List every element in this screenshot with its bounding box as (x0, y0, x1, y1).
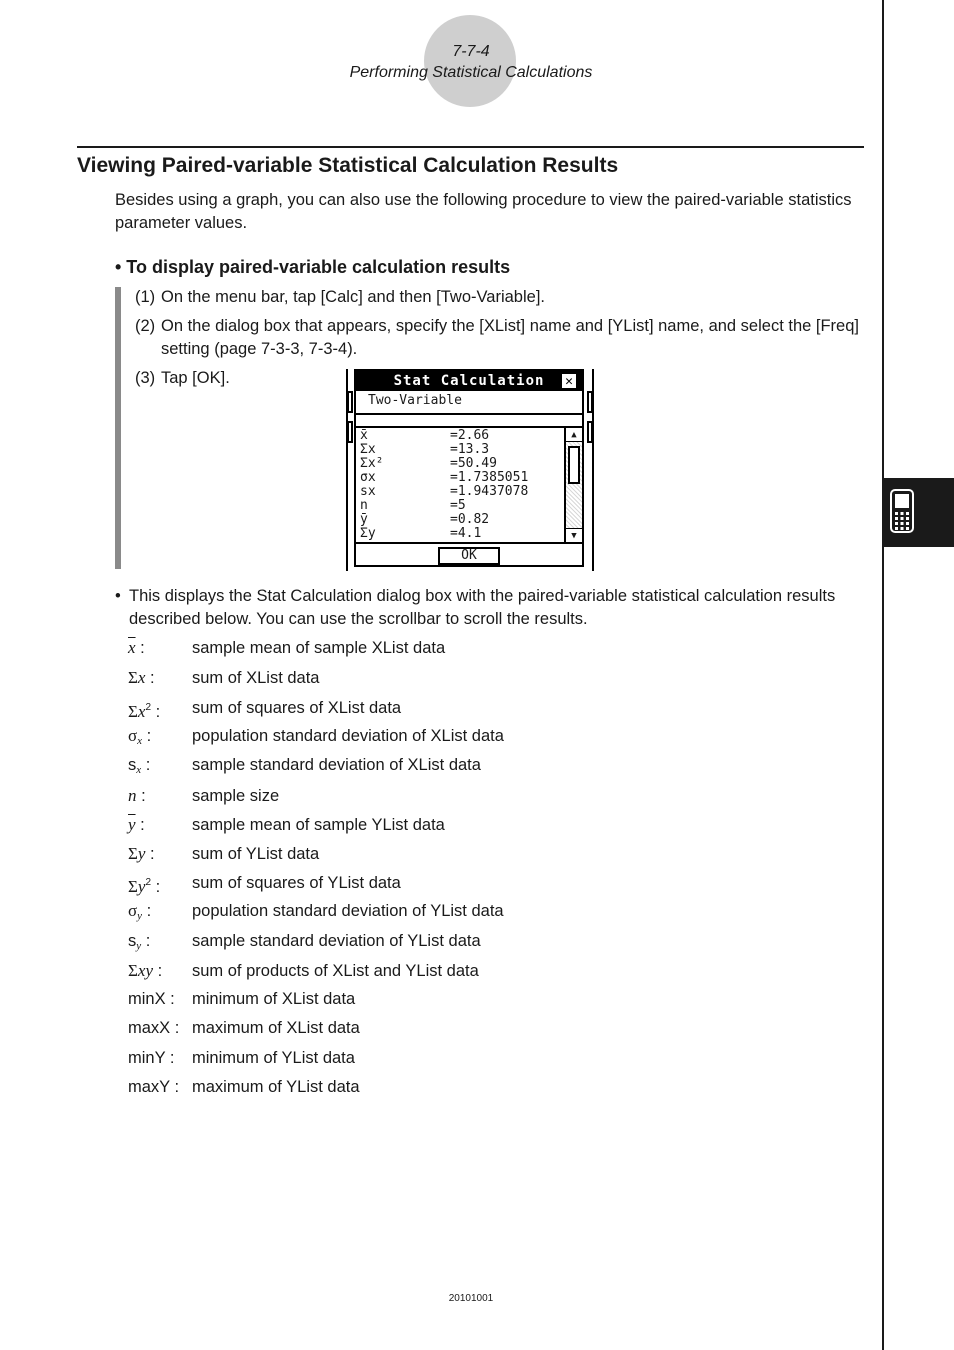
ok-button[interactable]: OK (438, 547, 500, 565)
calculator-icon (890, 489, 914, 533)
step-text: On the dialog box that appears, specify the [XList] name and [YList] name, and select the [Freq] setting (page 7-3-3, 7-3-4). (161, 317, 859, 358)
definition-symbol: minX : (128, 990, 175, 1008)
definition-text: sample mean of sample YList data (192, 816, 445, 834)
step-2 (135, 315, 865, 361)
definition-text: sum of XList data (192, 669, 320, 687)
definition-symbol: $\sigma_x$ : (128, 726, 152, 747)
definition-symbol: maxX : (128, 1019, 180, 1037)
definition-symbol: n : (128, 786, 146, 805)
dialog-title: Stat Calculation (356, 371, 582, 391)
footer-code: 20101001 (448, 1293, 494, 1304)
definition-symbol: $\overline{y}$ : (128, 815, 145, 834)
page-edge-rule (882, 0, 884, 1350)
definition-text: sample size (192, 787, 280, 805)
definition-text: sum of squares of XList data (192, 699, 402, 717)
definition-symbol: Σxy : (128, 961, 163, 980)
definition-symbol: Σx : (128, 668, 155, 687)
background-field-right (587, 391, 593, 413)
section-rule (77, 146, 864, 148)
step-text: Tap [OK]. (161, 369, 230, 387)
definition-text: maximum of YList data (192, 1078, 360, 1096)
results-list[interactable]: x̄ =2.66 Σx =13.3 Σx² =50.49 σx =1.7385051 sx =1.9437078 n =5 ȳ =0.82 Σy =4.1 ▲ ▼ (356, 426, 582, 544)
definition-text: sample standard deviation of XList data (192, 756, 481, 774)
intro-paragraph: Besides using a graph, you can also use the following procedure to view the paired-variable statistics parameter values. (115, 191, 852, 232)
scrollbar[interactable] (564, 428, 582, 542)
header-circle (424, 15, 516, 107)
chapter-title: Performing Statistical Calculations (349, 64, 593, 81)
dialog-subtitle: Two-Variable (368, 393, 462, 408)
page-number: 7-7-4 (452, 43, 490, 60)
step-3 (135, 367, 335, 390)
scroll-up-icon[interactable]: ▲ (566, 428, 582, 442)
definition-text: sum of squares of YList data (192, 874, 401, 892)
scrollbar-thumb[interactable] (568, 446, 580, 484)
step-text: On the menu bar, tap [Calc] and then [Two-Variable]. (161, 288, 545, 306)
step-number: (1) (135, 288, 156, 306)
procedure-title: • To display paired-variable calculation results (115, 257, 511, 277)
definition-text: sample mean of sample XList data (192, 639, 446, 657)
definition-symbol: $\sigma_y$ : (128, 901, 152, 922)
dialog-separator (356, 413, 582, 415)
procedure-bar (115, 287, 121, 569)
definition-symbol: minY : (128, 1049, 175, 1067)
step-number: (3) (135, 369, 156, 387)
background-field-left (347, 391, 353, 413)
step-number: (2) (135, 317, 156, 335)
definition-text: population standard deviation of XList data (192, 727, 504, 745)
calculator-screenshot (346, 369, 594, 571)
close-icon[interactable]: ✕ (562, 374, 576, 388)
definition-text: minimum of YList data (192, 1049, 355, 1067)
definition-symbol: $\Sigma y^2$ : (128, 877, 161, 896)
section-title: Viewing Paired-variable Statistical Calculation Results (77, 154, 619, 177)
definition-symbol: $\overline{x}$ : (128, 638, 145, 657)
definition-symbol: Σy : (128, 844, 155, 863)
definition-text: minimum of XList data (192, 990, 356, 1008)
note-text: This displays the Stat Calculation dialog box with the paired-variable statistical calculation results described below. You can use the scrollbar to scroll the results. (129, 587, 836, 628)
background-field-left (347, 421, 353, 443)
definition-text: population standard deviation of YList data (192, 902, 504, 920)
definition-symbol: $s_x$ : (128, 756, 151, 776)
definition-text: maximum of XList data (192, 1019, 360, 1037)
stat-calculation-dialog (354, 369, 584, 567)
background-field-right (587, 421, 593, 443)
bullet-mark: • (115, 587, 121, 605)
definition-symbol: maxY : (128, 1078, 180, 1096)
definition-symbol: $s_y$ : (128, 932, 151, 952)
result-note (115, 585, 865, 631)
definition-text: sum of YList data (192, 845, 320, 863)
definition-symbol: $\Sigma x^2$ : (128, 702, 161, 721)
scroll-down-icon[interactable]: ▼ (566, 528, 582, 542)
definition-text: sum of products of XList and YList data (192, 962, 479, 980)
step-1 (135, 286, 865, 309)
definition-text: sample standard deviation of YList data (192, 932, 481, 950)
